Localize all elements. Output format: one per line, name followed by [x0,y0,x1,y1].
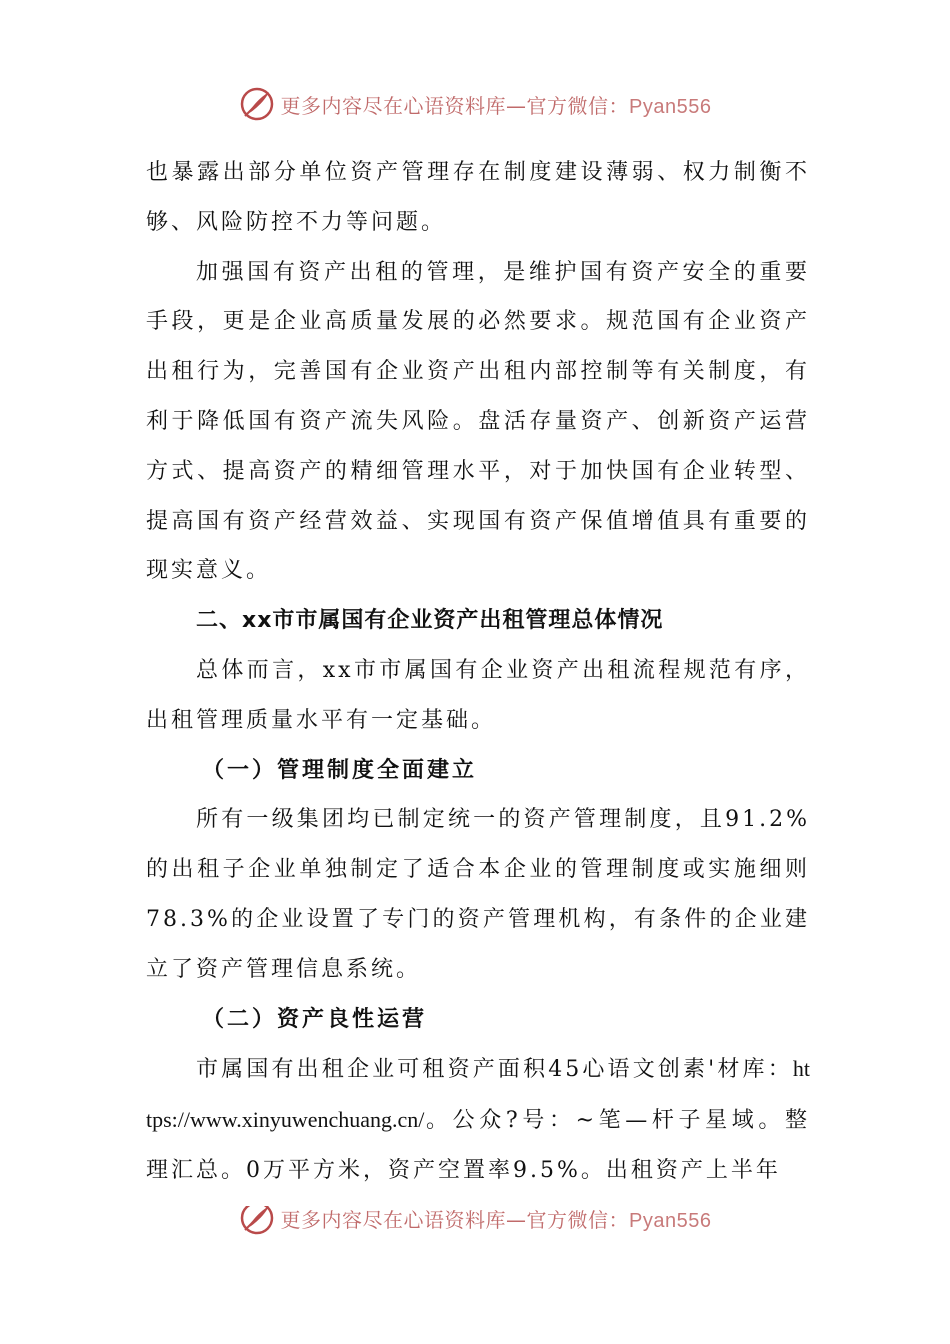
watermark-label: 更多内容尽在心语资料库—官方微信： [280,93,630,118]
paragraph-5-url: https://www.xinyuwenchuang.cn/ [146,1056,810,1133]
paragraph-5 [146,1044,810,1195]
paragraph-2: 加强国有资产出租的管理，是维护国有资产安全的重要手段，更是企业高质量发展的必然要求。规范国有企业资产出租行为，完善国有企业资产出租内部控制等有关制度，有利于降低国有资产流失风险。盘活存量资产、创新资产运营方式、提高资产的精细管理水平，对于加快国有企业转型、提高国有资产经营效益、实现国有资产保值增值具有重要的现实意义。 [146,259,810,584]
feather-quill-logo-icon [239,86,275,122]
paragraph-1: 也暴露出部分单位资产管理存在制度建设薄弱、权力制衡不够、风险防控不力等问题。 [146,160,810,235]
subheading-asset-operation: （二）资产良性运营 [202,1005,428,1032]
footer-watermark [0,1206,950,1240]
feather-quill-logo-icon [239,1206,275,1236]
document-body [146,148,810,1196]
paragraph-5-part-b: 。公众?号：~笔—杆子星域。整理汇总。0万平方米，资产空置率9.5%。出租资产上半年 [146,1108,810,1183]
paragraph-4: 所有一级集团均已制定统一的资产管理制度，且91.2%的出租子企业单独制定了适合本企业的管理制度或实施细则78.3%的企业设置了专门的资产管理机构，有条件的企业建立了资产管理信息系统。 [146,807,810,982]
subheading-management-system: （一）管理制度全面建立 [202,756,478,783]
section-heading-2: 二、xx市市属国有企业资产出租管理总体情况 [196,608,664,634]
footer-watermark-text [281,1206,712,1233]
header-watermark [0,84,950,124]
paragraph-3: 总体而言，xx市市属国有企业资产出租流程规范有序，出租管理质量水平有一定基础。 [146,657,810,733]
paragraph-5-part-a: 市属国有出租企业可租资产面积45心语文创素'材库： [196,1057,793,1083]
watermark-text [281,90,712,119]
footer-watermark-label: 更多内容尽在心语资料库—官方微信： [280,1207,630,1232]
footer-watermark-wechat-id: Pyan556 [629,1209,712,1232]
watermark-wechat-id: Pyan556 [629,95,712,118]
